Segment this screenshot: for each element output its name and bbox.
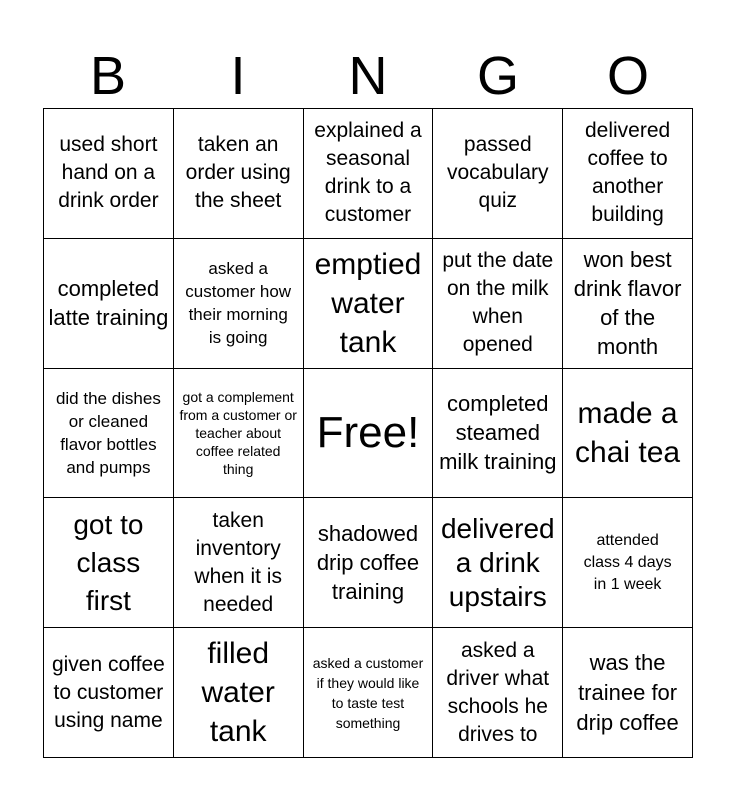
cell-text: taken an order using the sheet — [185, 133, 291, 213]
cell-text: was the trainee for drip coffee — [576, 649, 679, 735]
bingo-cell[interactable] — [304, 628, 434, 758]
header-letter-o: O — [606, 46, 649, 106]
bingo-cell[interactable] — [563, 369, 693, 499]
bingo-cell[interactable] — [304, 498, 434, 628]
bingo-cell[interactable] — [174, 109, 304, 239]
cell-text: got to class first — [73, 508, 144, 616]
bingo-cell[interactable] — [433, 239, 563, 369]
bingo-cell[interactable] — [563, 109, 693, 239]
cell-text: did the dishes or cleaned flavor bottles and pumps — [55, 388, 161, 477]
cell-text: put the date on the milk when opened — [442, 249, 554, 357]
bingo-cell[interactable] — [304, 239, 434, 369]
header-letter-b: B — [89, 46, 127, 106]
bingo-grid — [43, 108, 693, 758]
bingo-cell[interactable] — [174, 628, 304, 758]
bingo-cell[interactable] — [174, 369, 304, 499]
bingo-cell[interactable] — [433, 369, 563, 499]
bingo-cell[interactable] — [563, 498, 693, 628]
bingo-cell[interactable] — [433, 109, 563, 239]
bingo-header — [43, 44, 693, 108]
cell-text: made a chai tea — [575, 396, 681, 469]
cell-text: explained a seasonal drink to a customer — [314, 119, 422, 227]
bingo-cell[interactable] — [304, 109, 434, 239]
cell-text: attended class 4 days in 1 week — [583, 531, 672, 593]
cell-text: asked a customer if they would like to taste test something — [312, 654, 424, 731]
cell-text: given coffee to customer using name — [51, 652, 165, 732]
header-letter-n: N — [348, 46, 388, 106]
cell-text: won best drink flavor of the month — [573, 247, 682, 360]
bingo-cell[interactable] — [44, 498, 174, 628]
header-letter-g: G — [476, 46, 519, 106]
bingo-cell[interactable] — [563, 239, 693, 369]
cell-text: filled water tank — [201, 637, 275, 749]
cell-text: used short hand on a drink order — [58, 133, 159, 213]
cell-text: got a complement from a customer or teacher about coffee related thing — [179, 388, 297, 477]
bingo-cell[interactable] — [44, 369, 174, 499]
cell-text: shadowed drip coffee training — [316, 521, 420, 605]
cell-text: asked a customer how their morning is going — [185, 259, 292, 348]
bingo-cell[interactable] — [174, 498, 304, 628]
bingo-cell[interactable] — [433, 498, 563, 628]
cell-text: asked a driver what schools he drives to — [446, 638, 550, 746]
cell-text: completed steamed milk training — [439, 391, 557, 475]
cell-text: taken inventory when it is needed — [194, 508, 282, 616]
bingo-cell[interactable] — [44, 109, 174, 239]
free-space-text: Free! — [316, 407, 420, 457]
bingo-cell[interactable] — [433, 628, 563, 758]
header-letter-i: I — [230, 46, 246, 106]
cell-text: completed latte training — [48, 276, 169, 331]
bingo-cell-free[interactable] — [304, 369, 434, 499]
cell-text: delivered a drink upstairs — [440, 512, 555, 612]
bingo-cell[interactable] — [44, 628, 174, 758]
bingo-cell[interactable] — [174, 239, 304, 369]
cell-text: emptied water tank — [314, 247, 422, 359]
bingo-cell[interactable] — [44, 239, 174, 369]
cell-text: delivered coffee to another building — [584, 119, 671, 227]
cell-text: passed vocabulary quiz — [447, 133, 549, 213]
bingo-cell[interactable] — [563, 628, 693, 758]
